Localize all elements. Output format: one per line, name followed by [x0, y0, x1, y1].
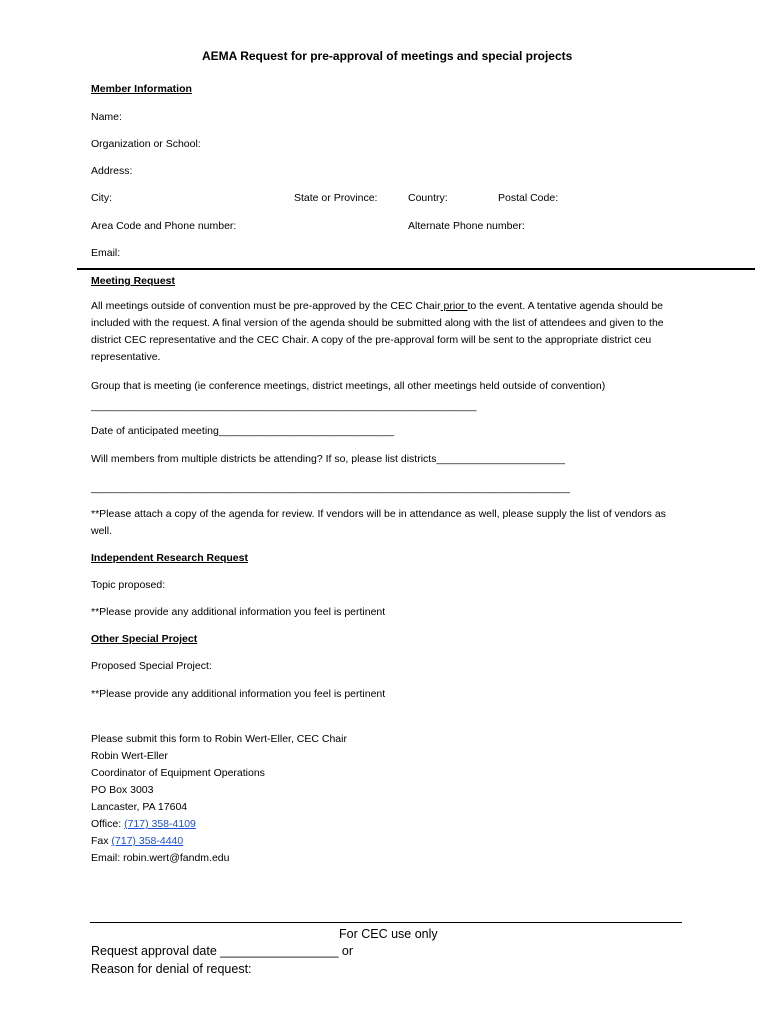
country-label: Country: — [408, 192, 448, 204]
meeting-paragraph-end: to the event. A tentative agenda should be included with the request. A final version of the agenda should be submitted along with the list of attendees and given to the district CEC representative and the CEC Chair. A copy of the pre-approval form will be sent to the appropriate district ceu representative. — [91, 300, 664, 363]
fax-row — [91, 835, 183, 848]
phone-label: Area Code and Phone number: — [91, 220, 237, 232]
section-divider — [77, 268, 755, 270]
group-meeting-line: __________________________________________________________________ — [91, 400, 477, 412]
organization-label: Organization or School: — [91, 138, 201, 150]
topic-label: Topic proposed: — [91, 579, 166, 591]
cec-divider — [90, 922, 682, 923]
contact-email: Email: robin.wert@fandm.edu — [91, 852, 230, 864]
contact-role: Coordinator of Equipment Operations — [91, 767, 265, 779]
research-note: **Please provide any additional information you feel is pertinent — [91, 606, 386, 618]
special-project-heading: Other Special Project — [91, 633, 198, 645]
city-label: City: — [91, 192, 112, 204]
state-label: State or Province: — [294, 192, 378, 204]
group-meeting-label: Group that is meeting (ie conference meetings, district meetings, all other meetings held outside of convention) — [91, 380, 606, 392]
agenda-note: **Please attach a copy of the agenda for review. If vendors will be in attendance as well, please supply the list of vendors as well. — [91, 508, 666, 537]
research-heading: Independent Research Request — [91, 552, 248, 564]
prior-emphasis: prior — [440, 300, 468, 312]
approval-date-label: Request approval date _________________ or — [91, 944, 354, 958]
page-title: AEMA Request for pre-approval of meetings and special projects — [202, 49, 573, 63]
contact-po-box: PO Box 3003 — [91, 784, 154, 796]
districts-label: Will members from multiple districts be attending? If so, please list districts______________________ — [91, 453, 565, 465]
special-project-note: **Please provide any additional information you feel is pertinent — [91, 688, 386, 700]
office-label: Office: — [91, 818, 125, 830]
office-phone-link[interactable]: (717) 358-4109 — [124, 818, 196, 830]
meeting-request-heading: Meeting Request — [91, 275, 176, 287]
submit-instruction: Please submit this form to Robin Wert-Eller, CEC Chair — [91, 733, 347, 745]
cec-use-heading: For CEC use only — [339, 927, 438, 941]
contact-city: Lancaster, PA 17604 — [91, 801, 188, 813]
member-info-heading: Member Information — [91, 83, 192, 95]
postal-code-label: Postal Code: — [498, 192, 559, 204]
contact-name: Robin Wert-Eller — [91, 750, 168, 762]
alternate-phone-label: Alternate Phone number: — [408, 220, 525, 232]
fax-phone-link[interactable]: (717) 358-4440 — [111, 835, 184, 847]
fax-label: Fax — [91, 835, 112, 847]
denial-reason-label: Reason for denial of request: — [91, 962, 252, 976]
name-label: Name: — [91, 111, 122, 123]
districts-line: __________________________________________________________________________________ — [91, 482, 570, 494]
proposed-project-label: Proposed Special Project: — [91, 660, 212, 672]
meeting-date-label: Date of anticipated meeting______________________________ — [91, 425, 395, 437]
address-label: Address: — [91, 165, 133, 177]
meeting-paragraph — [91, 298, 683, 366]
email-label: Email: — [91, 247, 121, 259]
office-phone-row — [91, 818, 196, 831]
meeting-paragraph-start: All meetings outside of convention must be pre-approved by the CEC Chair — [91, 300, 441, 312]
